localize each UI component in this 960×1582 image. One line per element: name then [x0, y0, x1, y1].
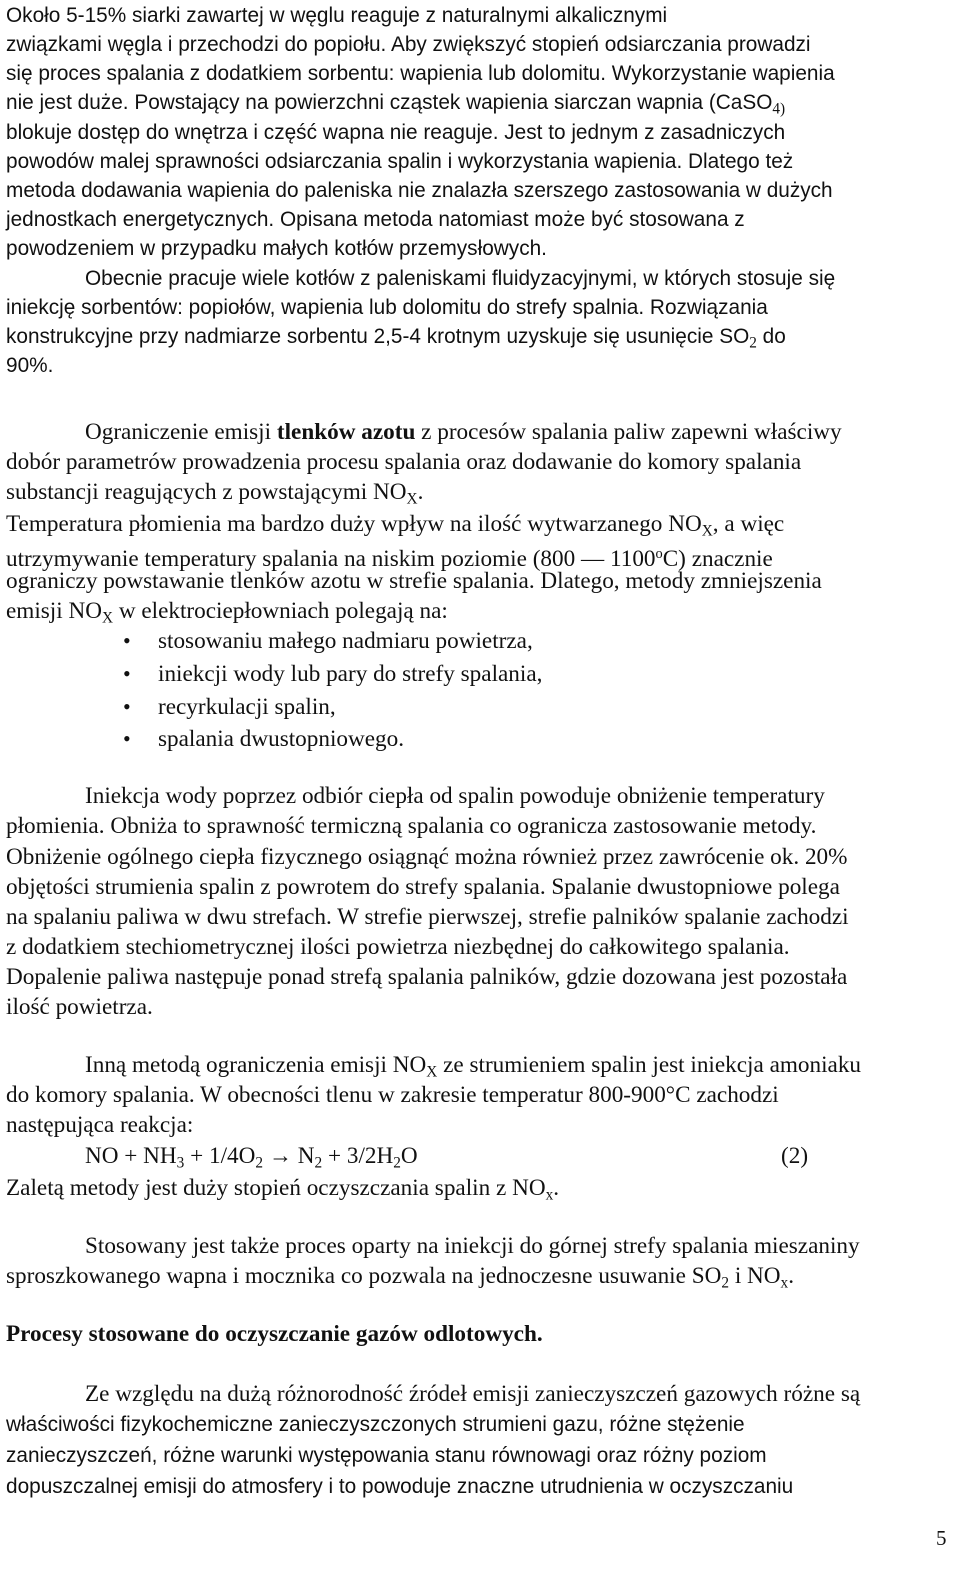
text-line: blokuje dostęp do wnętrza i część wapna nie reaguje. Jest to jednym z zasadniczych — [6, 121, 786, 144]
text-line: ograniczy powstawanie tlenków azotu w strefie spalania. Dlatego, metody zmniejszenia — [6, 568, 822, 594]
chemical-equation: NO + $NH_3 + 1/4O_2 \to N_2 + 3/2H_2O$ — [85, 1143, 418, 1172]
text-line: Obecnie pracuje wiele kotłów z paleniskami fluidyzacyjnymi, w których stosuje się — [85, 267, 836, 290]
text-line: objętości strumienia spalin z powrotem do strefy spalania. Spalanie dwustopniowe polega — [6, 874, 840, 900]
text-line: Ze względu na dużą różnorodność źródeł emisji zanieczyszczeń gazowych różne są — [85, 1381, 861, 1407]
bullet-icon: • — [123, 694, 131, 719]
text-line: zanieczyszczeń, różne warunki występowania stanu równowagi oraz różny poziom — [6, 1444, 767, 1467]
bold-term: tlenków azotu — [276, 419, 416, 445]
text-line: Obniżenie ogólnego ciepła fizycznego osiągnąć można również przez zawrócenie ok. 20% — [6, 844, 848, 870]
text-line: Temperatura płomienia ma bardzo duży wpływ na ilość wytwarzanego $NO_X$, a więc — [6, 511, 785, 540]
text-line: utrzymywanie temperatury spalania na niskim poziomie (800 — 1100$^o$C) znacznie — [6, 545, 773, 572]
text-line: na spalaniu paliwa w dwu strefach. W strefie pierwszej, strefie palników spalanie zachodzi — [6, 904, 849, 930]
arrow-icon: → — [263, 1143, 298, 1169]
list-item: stosowaniu małego nadmiaru powietrza, — [158, 628, 533, 654]
text-line: nie jest duże. Powstający na powierzchni cząstek wapienia siarczan wapnia (CaSO$_{4)}$ — [6, 91, 786, 118]
text-line: powodów malej sprawności odsiarczania spalin i wykorzystania wapienia. Dlatego też — [6, 150, 794, 173]
text-line: z dodatkiem stechiometrycznej ilości powietrza niezbędnej do całkowitego spalania. — [6, 934, 790, 960]
text-line: następująca reakcja: — [6, 1112, 194, 1138]
text-line: dobór parametrów prowadzenia procesu spalania oraz dodawanie do komory spalania — [6, 449, 802, 475]
text-line: Dopalenie paliwa następuje ponad strefą spalania palników, gdzie dozowana jest pozostała — [6, 964, 848, 990]
text-line: jednostkach energetycznych. Opisana metoda natomiast może być stosowana z — [6, 208, 745, 231]
text-line: Iniekcja wody poprzez odbiór ciepła od spalin powoduje obniżenie temperatury — [85, 783, 825, 809]
text-line: Inną metodą ograniczenia emisji $NO_X$ ze strumieniem spalin jest iniekcja amoniaku — [85, 1052, 862, 1081]
text-line: dopuszczalnej emisji do atmosfery i to powoduje znaczne utrudnienia w oczyszczaniu — [6, 1475, 794, 1498]
text-line: się proces spalania z dodatkiem sorbentu: wapienia lub dolomitu. Wykorzystanie wapienia — [6, 62, 835, 85]
page-number: 5 — [936, 1526, 947, 1550]
text-line: związkami węgla i przechodzi do popiołu. Aby zwiększyć stopień odsiarczania prowadzi — [6, 33, 811, 56]
text-line: Zaletą metody jest duży stopień oczyszczania spalin z $NO_x$. — [6, 1175, 560, 1204]
text-line: do komory spalania. W obecności tlenu w zakresie temperatur 800-900°C zachodzi — [6, 1082, 779, 1108]
text-line: Około 5-15% siarki zawartej w węglu reaguje z naturalnymi alkalicznymi — [6, 4, 668, 27]
text-line: metoda dodawania wapienia do paleniska nie znalazła szerszego zastosowania w dużych — [6, 179, 833, 202]
text-line: 90%. — [6, 354, 54, 377]
text-line: iniekcję sorbentów: popiołów, wapienia lub dolomitu do strefy spalnia. Rozwiązania — [6, 296, 768, 319]
equation-number: (2) — [781, 1143, 809, 1169]
bullet-icon: • — [123, 628, 131, 653]
text-line: sproszkowanego wapna i mocznika co pozwala na jednoczesne usuwanie $SO_2$ i $NO_x$. — [6, 1263, 794, 1292]
text-line: ilość powietrza. — [6, 994, 153, 1020]
text-line: konstrukcyjne przy nadmiarze sorbentu 2,5-4 krotnym uzyskuje się usunięcie $SO_2$ do — [6, 325, 786, 352]
list-item: spalania dwustopniowego. — [158, 726, 405, 752]
list-item: recyrkulacji spalin, — [158, 694, 336, 720]
bullet-icon: • — [123, 661, 131, 686]
text-line: właściwości fizykochemiczne zanieczyszczonych strumieni gazu, różne stężenie — [6, 1413, 745, 1436]
section-heading: Procesy stosowane do oczyszczanie gazów odlotowych. — [6, 1321, 543, 1347]
text-line: płomienia. Obniża to sprawność termiczną spalania co ogranicza zastosowanie metody. — [6, 813, 817, 839]
text-line: powodzeniem w przypadku małych kotłów przemysłowych. — [6, 237, 547, 260]
text-line: Stosowany jest także proces oparty na iniekcji do górnej strefy spalania mieszaniny — [85, 1233, 860, 1259]
text-line: substancji reagujących z powstającymi $NO_X$. — [6, 479, 424, 508]
text-line: emisji $NO_X$ w elektrociepłowniach polegają na: — [6, 598, 448, 627]
bullet-icon: • — [123, 726, 131, 751]
text-line: Ograniczenie emisji tlenków azotu z procesów spalania paliw zapewni właściwy — [85, 419, 842, 445]
list-item: iniekcji wody lub pary do strefy spalania, — [158, 661, 543, 687]
